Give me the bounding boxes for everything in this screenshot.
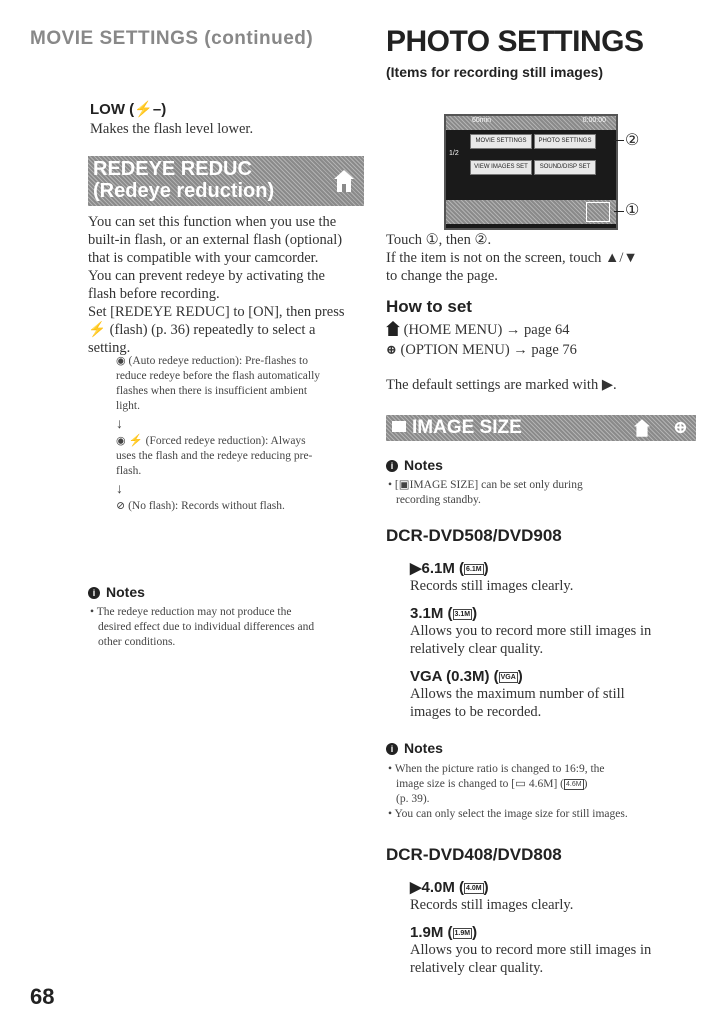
size-option-3-1m: 3.1M ( 3.1M ) <box>410 605 478 622</box>
model-heading-2: DCR-DVD408/DVD808 <box>386 845 562 864</box>
notes-icon: i <box>88 587 100 599</box>
screen-view-images-button[interactable]: VIEW IMAGES SET <box>470 160 532 175</box>
mode-forced: ◉ ⚡ (Forced redeye reduction): Always uses the flash and the redeye reducing pre- flash. <box>116 435 313 477</box>
redeye-banner <box>88 156 364 206</box>
eye-icon: ◉ <box>116 435 126 447</box>
screen-sound-disp-button[interactable]: SOUND/DISP SET <box>534 160 596 175</box>
camera-icon <box>392 421 406 432</box>
low-heading: LOW (⚡–) <box>90 101 167 118</box>
screen-photo-settings-button[interactable]: PHOTO SETTINGS <box>534 134 596 149</box>
callout-1-icon: ① <box>625 202 640 219</box>
banner-title: REDEYE REDUC <box>93 158 252 180</box>
callout-2-icon: ② <box>625 132 640 149</box>
notes-heading-left: i Notes <box>88 584 145 600</box>
option-menu-line: ⊕ (OPTION MENU) → page 76 <box>386 342 577 358</box>
default-settings-note: The default settings are marked with ▶. <box>386 377 617 393</box>
screen-settings-icon[interactable] <box>586 202 610 222</box>
page-subtitle: (Items for recording still images) <box>386 64 604 80</box>
page-title: PHOTO SETTINGS <box>386 25 644 58</box>
notes-ratio: • When the picture ratio is changed to 16:9, the image size is changed to [▭ 4.6M] ( 4.6M ) (p. 39). • You can only select the image size for still images. <box>388 763 628 820</box>
option-icon: ⊕ <box>672 417 688 437</box>
notes-size: • [▣IMAGE SIZE] can be set only during recording standby. <box>388 479 583 506</box>
model-heading-1: DCR-DVD508/DVD908 <box>386 526 562 545</box>
page-number: 68 <box>30 984 55 1009</box>
image-size-list-1: ▶6.1M ( 6.1M ) Records still images clearly. 3.1M ( 3.1M ) Allows you to record more still images in relatively clear quality. VGA (0.3M) ( VGA ) Allows the maximum number of still images to be recorded. <box>410 559 710 721</box>
screen-movie-settings-button[interactable]: MOVIE SETTINGS <box>470 134 532 149</box>
image-size-list-2: ▶4.0M ( 4.0M ) Records still images clearly. 1.9M ( 1.9M ) Allows you to record more still images in relatively clear quality. <box>410 878 710 977</box>
page-change-note: If the item is not on the screen, touch ▲/▼ to change the page. <box>386 250 638 284</box>
notes-heading-ratio: i Notes <box>386 740 443 756</box>
size-option-vga: VGA (0.3M) ( VGA ) <box>410 668 523 685</box>
callout-line-2 <box>614 140 624 141</box>
low-description: Makes the flash level lower. <box>90 121 254 137</box>
arrow-down-icon: ↓ <box>116 417 123 432</box>
redeye-modes <box>116 354 361 514</box>
option-icon: ⊕ <box>386 342 397 357</box>
redeye-paragraph: You can set this function when you use the built-in flash, or an external flash (optional) that is compatible with your camcorder. You can prevent redeye by activating the flash before recording. Set [REDEYE REDUC] to [ON], then press ⚡ (flash) (p. 36) repeatedly to select a setting. <box>88 214 345 356</box>
callout-line-1 <box>614 211 624 212</box>
size-option-6-1m: ▶6.1M ( 6.1M ) <box>410 560 489 577</box>
notes-icon: i <box>386 460 398 472</box>
home-icon <box>634 419 650 437</box>
no-flash-icon: ⊘ <box>116 500 126 512</box>
mode-none: ⊘ (No flash): Records without flash. <box>116 500 285 512</box>
screen-top-bar: 60min 0:00:00 <box>446 116 616 130</box>
home-icon <box>334 170 354 192</box>
home-icon <box>386 321 400 336</box>
banner-subtitle: (Redeye reduction) <box>93 180 275 202</box>
section-header: MOVIE SETTINGS (continued) <box>30 28 314 49</box>
mode-auto: ◉ (Auto redeye reduction): Pre-flashes to reduce redeye before the flash automatically flashes when there is insufficient ambient light. <box>116 355 321 412</box>
how-to-set-heading: How to set <box>386 297 472 316</box>
size-option-4-0m: ▶4.0M ( 4.0M ) <box>410 879 489 896</box>
camcorder-screen <box>444 114 618 230</box>
image-size-banner: IMAGE SIZE ⊕ <box>386 415 696 441</box>
notes-left: • The redeye reduction may not produce the desired effect due to individual differences and other conditions. <box>90 606 315 648</box>
notes-heading-size: i Notes <box>386 457 443 473</box>
home-menu-line: (HOME MENU) → page 64 <box>386 321 570 339</box>
screen-page-indicator: 1/2 <box>449 150 459 157</box>
eye-icon: ◉ <box>116 355 126 367</box>
size-option-1-9m: 1.9M ( 1.9M ) <box>410 924 478 941</box>
notes-icon: i <box>386 743 398 755</box>
arrow-down-icon: ↓ <box>116 482 123 497</box>
touch-instruction: Touch ①, then ②. <box>386 232 492 248</box>
